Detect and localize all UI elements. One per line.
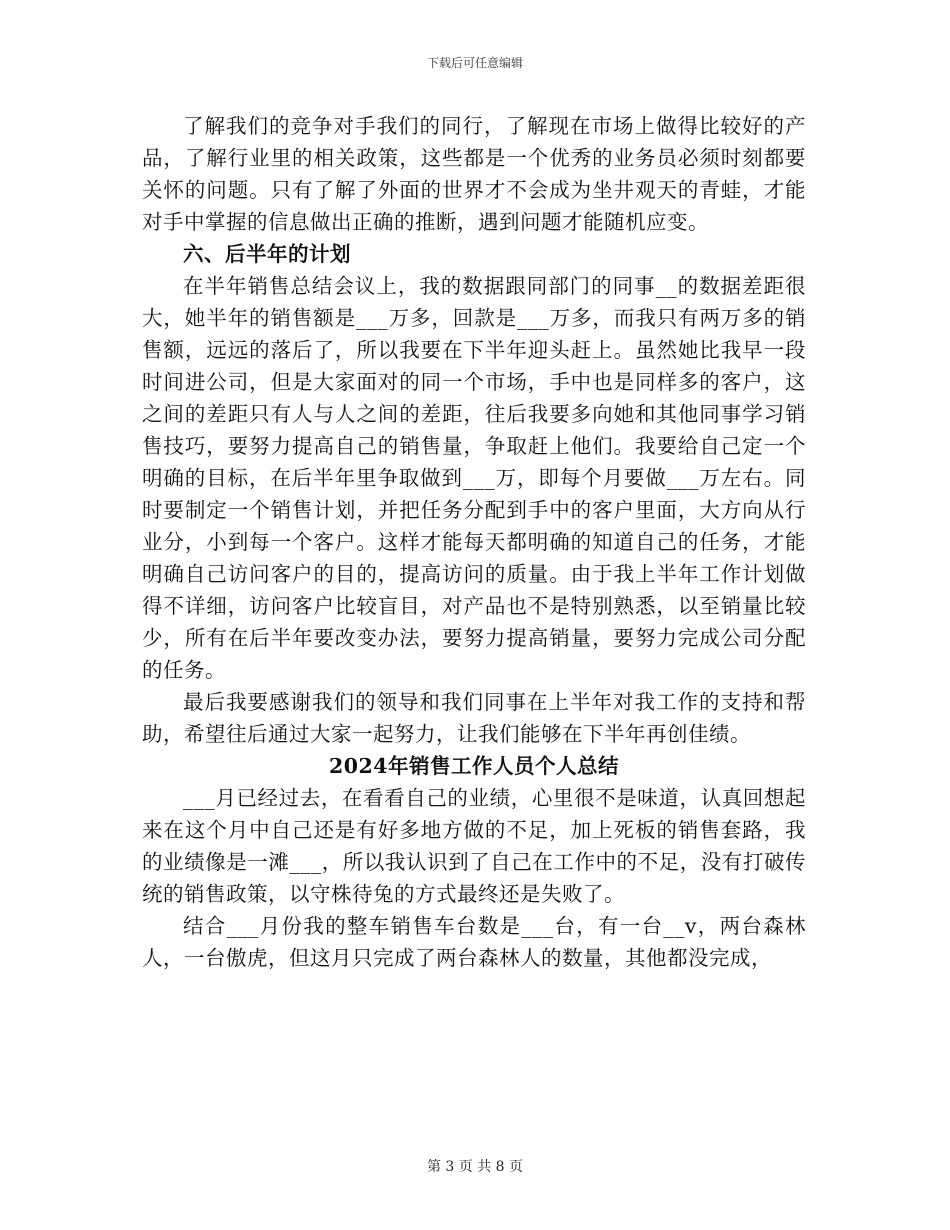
paragraph-thanks: 最后我要感谢我们的领导和我们同事在上半年对我工作的支持和帮助，希望往后通过大家一起努力，让我们能够在下半年再创佳绩。 <box>142 690 806 746</box>
document-body <box>142 110 806 974</box>
paragraph-month-review: ___月已经过去，在看看自己的业绩，心里很不是味道，认真回想起来在这个月中自己还是有好多地方做的不足，加上死板的销售套路，我的业绩像是一滩___，所以我认识到了自己在工作中的不足，没有打破传统的销售政策，以守株待兔的方式最终还是失败了。 <box>142 786 806 906</box>
paragraph-competitors: 了解我们的竞争对手我们的同行，了解现在市场上做得比较好的产品，了解行业里的相关政策，这些都是一个优秀的业务员必须时刻都要关怀的问题。只有了解了外面的世界才不会成为坐井观天的青蛙，才能对手中掌握的信息做出正确的推断，遇到问题才能随机应变。 <box>142 114 806 234</box>
paragraph-plan: 在半年销售总结会议上，我的数据跟同部门的同事__的数据差距很大，她半年的销售额是___万多，回款是___万多，而我只有两万多的销售额，远远的落后了，所以我要在下半年迎头赶上。虽然她比我早一段时间进公司，但是大家面对的同一个市场，手中也是同样多的客户，这之间的差距只有人与人之间的差距，往后我要多向她和其他同事学习销售技巧，要努力提高自己的销售量，争取赶上他们。我要给自己定一个明确的目标，在后半年里争取做到___万，即每个月要做___万左右。同时要制定一个销售计划，并把任务分配到手中的客户里面，大方向从行业分，小到每一个客户。这样才能每天都明确的知道自己的任务，才能明确自己访问客户的目的，提高访问的质量。由于我上半年工作计划做得不详细，访问客户比较盲目，对产品也不是特别熟悉，以至销量比较少，所有在后半年要改变办法，要努力提高销量，要努力完成公司分配的任务。 <box>142 274 806 682</box>
page-header: 下载后可任意编辑 <box>426 56 523 70</box>
page-number: 第 3 页 共 8 页 <box>426 1159 524 1175</box>
paragraph-sales-count: 结合___月份我的整车销售车台数是___台，有一台__v，两台森林人，一台傲虎，但这月只完成了两台森林人的数量，其他都没完成， <box>142 914 806 970</box>
section-heading-plan: 六、后半年的计划 <box>183 242 351 266</box>
document-title: 2024年销售工作人员个人总结 <box>328 754 620 778</box>
